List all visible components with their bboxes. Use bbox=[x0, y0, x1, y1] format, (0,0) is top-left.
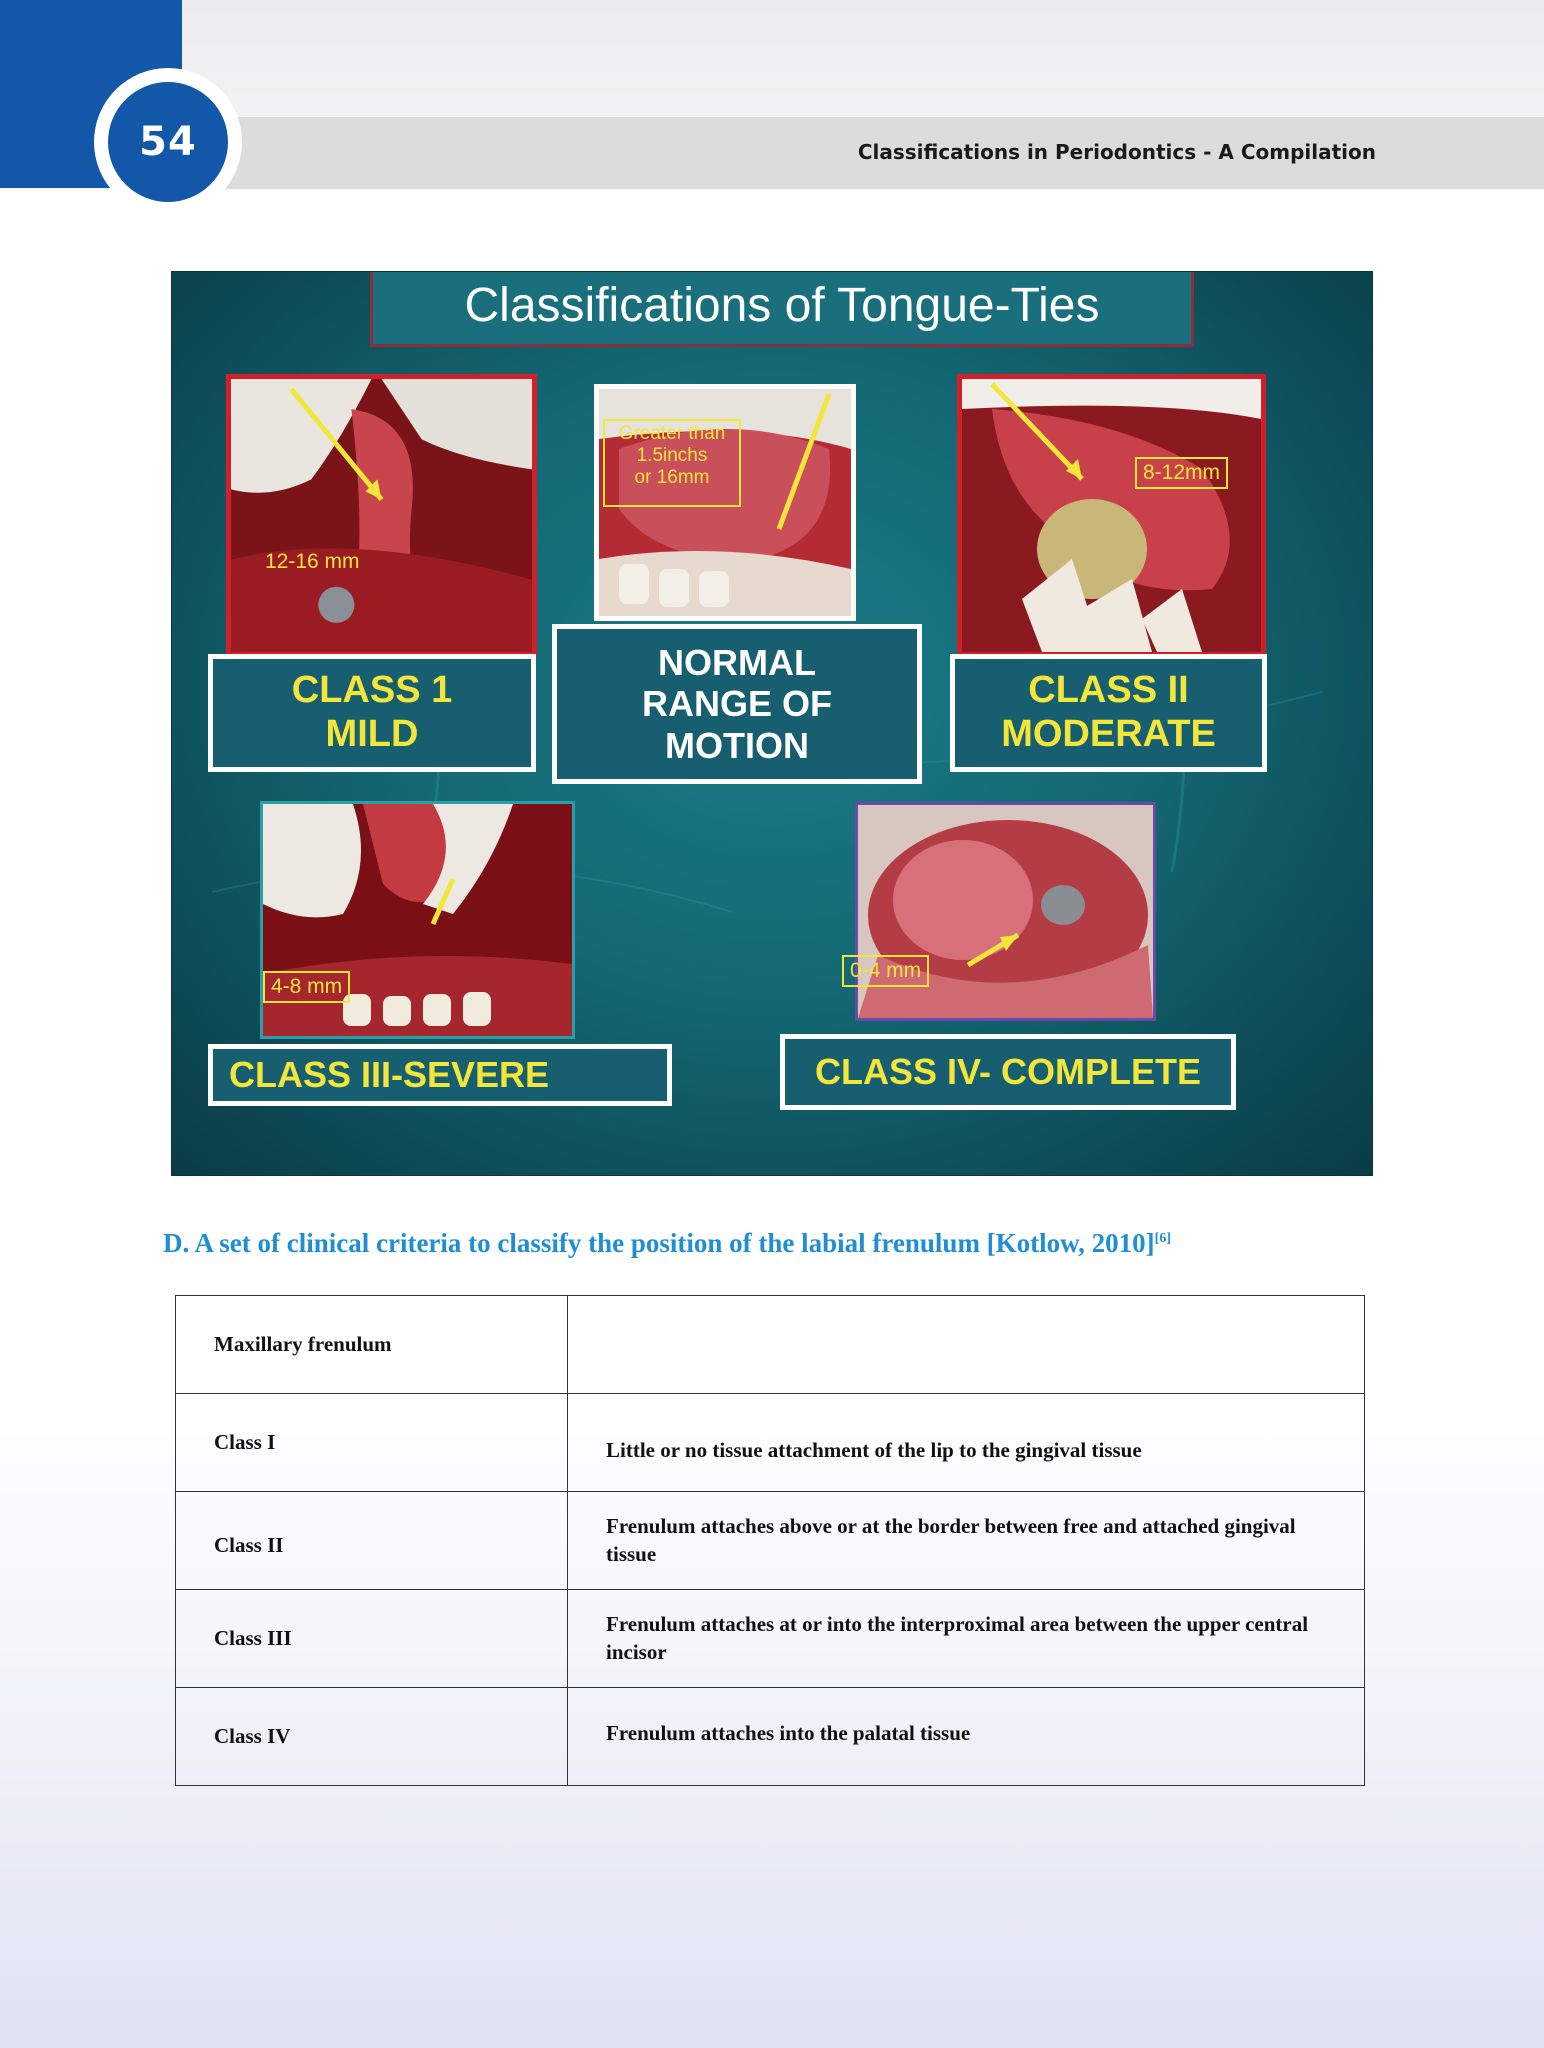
table-cell-class: Class II bbox=[176, 1492, 568, 1590]
class1-photo bbox=[226, 374, 537, 657]
table-header-cell: Maxillary frenulum bbox=[176, 1296, 568, 1394]
class4-photo bbox=[855, 802, 1156, 1021]
table-header-row bbox=[176, 1296, 1365, 1394]
normal-measurement: Greater than 1.5inchs or 16mm bbox=[603, 419, 741, 507]
table-row bbox=[176, 1688, 1365, 1786]
normal-label: NORMAL RANGE OF MOTION bbox=[552, 624, 922, 784]
class2-photo bbox=[957, 374, 1266, 657]
page-number: 54 bbox=[108, 82, 228, 202]
class3-label: CLASS III-SEVERE bbox=[208, 1044, 672, 1106]
class3-measurement: 4-8 mm bbox=[263, 971, 350, 1003]
class2-measurement: 8-12mm bbox=[1135, 457, 1228, 489]
citation-ref: [6] bbox=[1154, 1231, 1171, 1246]
mouth-photo-icon bbox=[962, 379, 1261, 652]
table-cell-description: Frenulum attaches above or at the border between free and attached gingival tissue bbox=[568, 1492, 1365, 1590]
class4-label: CLASS IV- COMPLETE bbox=[780, 1034, 1236, 1110]
class4-measurement: 0-4 mm bbox=[842, 955, 929, 987]
table-cell-class: Class IV bbox=[176, 1688, 568, 1786]
slide-title-box bbox=[370, 272, 1194, 347]
table-header-cell bbox=[568, 1296, 1365, 1394]
table-cell-class: Class I bbox=[176, 1394, 568, 1492]
table-cell-class: Class III bbox=[176, 1590, 568, 1688]
class1-label: CLASS 1 MILD bbox=[208, 654, 536, 772]
table-row bbox=[176, 1590, 1365, 1688]
running-title: Classifications in Periodontics - A Compilation bbox=[857, 140, 1376, 164]
section-heading bbox=[163, 1228, 1171, 1259]
table-cell-description: Frenulum attaches at or into the interproximal area between the upper central incisor bbox=[568, 1590, 1365, 1688]
frenulum-criteria-table bbox=[175, 1295, 1365, 1786]
class2-label: CLASS II MODERATE bbox=[950, 654, 1267, 772]
table-cell-description: Little or no tissue attachment of the lip to the gingival tissue bbox=[568, 1394, 1365, 1492]
table-cell-description: Frenulum attaches into the palatal tissue bbox=[568, 1688, 1365, 1786]
section-heading-text: D. A set of clinical criteria to classify the position of the labial frenulum [Kotlow, 2010] bbox=[163, 1228, 1155, 1258]
table-row bbox=[176, 1394, 1365, 1492]
normal-photo bbox=[594, 384, 856, 621]
tongue-tie-slide bbox=[172, 272, 1372, 1175]
mouth-photo-icon bbox=[231, 379, 532, 652]
slide-title: Classifications of Tongue-Ties bbox=[464, 279, 1100, 332]
table-row bbox=[176, 1492, 1365, 1590]
class1-measurement: 12-16 mm bbox=[265, 550, 360, 573]
class3-photo bbox=[260, 801, 575, 1039]
